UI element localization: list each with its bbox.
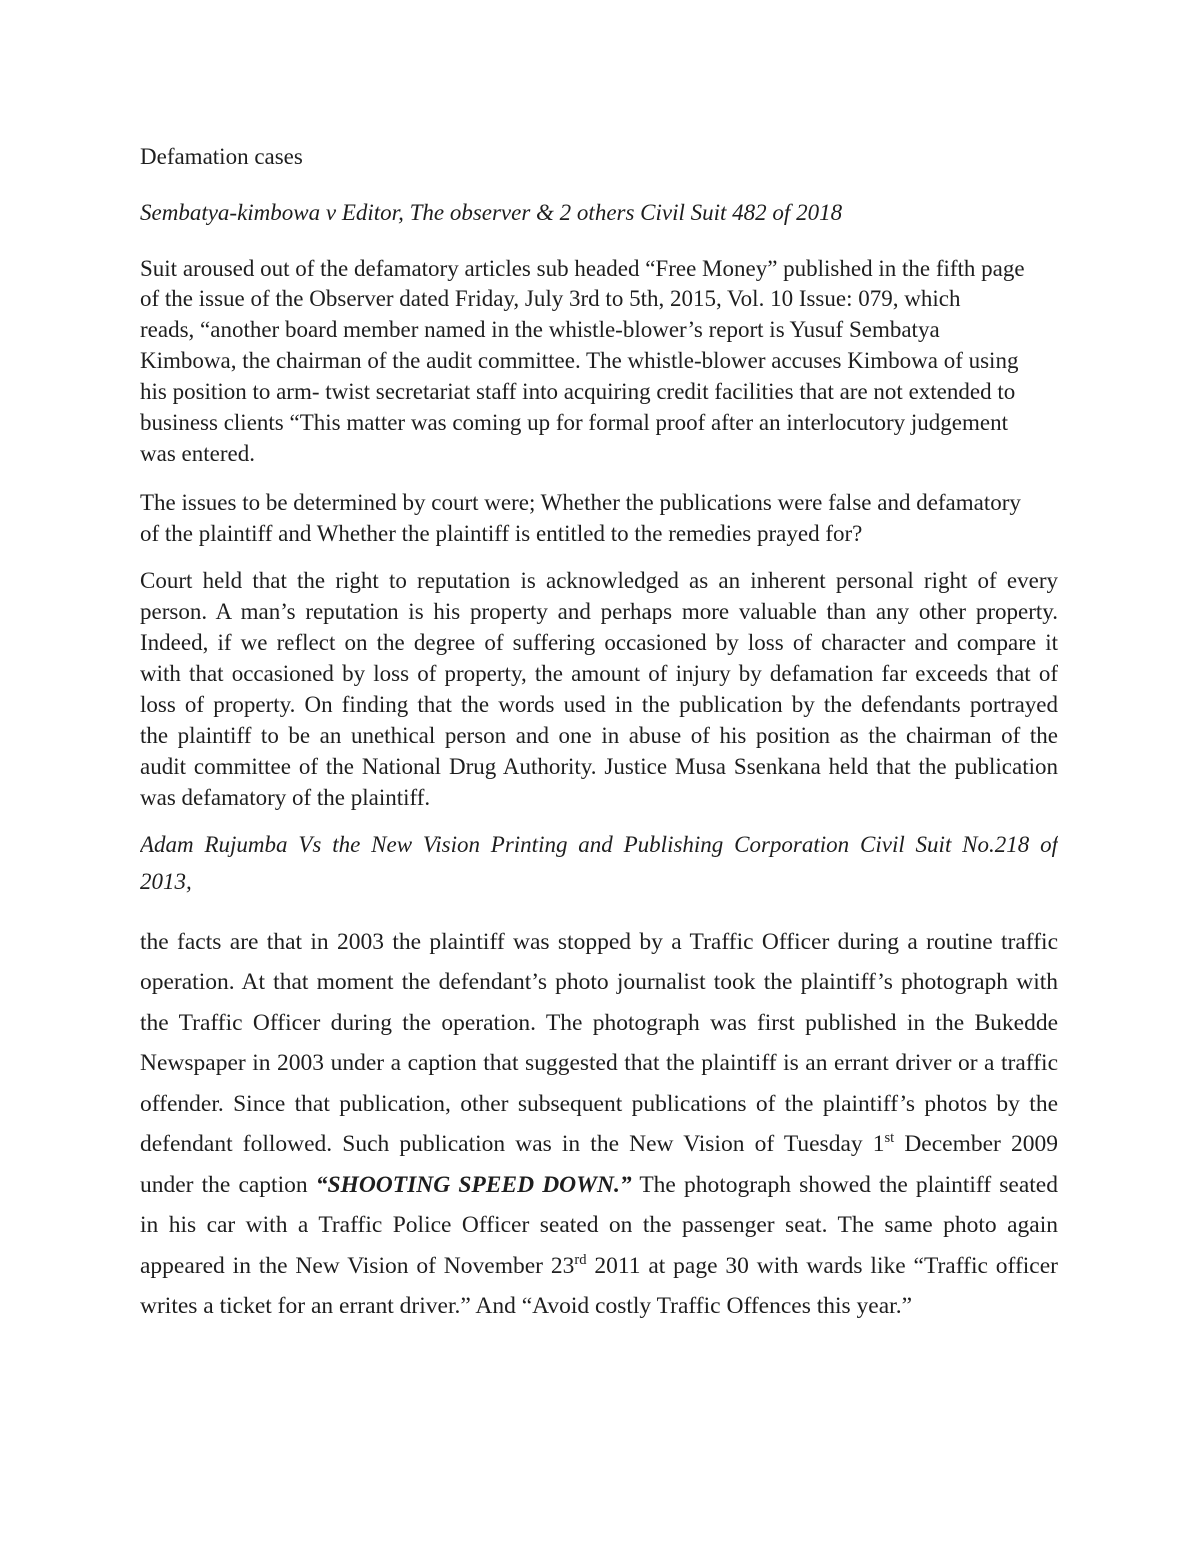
paragraph-line: loss of property. On finding that the words used in the publication by the defendants portrayed [140, 691, 1058, 717]
paragraph-line: The issues to be determined by court were; Whether the publications were false and defamatory [140, 489, 1021, 515]
line-text: December 2009 [894, 1131, 1058, 1158]
paragraph-line: Indeed, if we reflect on the degree of suffering occasioned by loss of character and compare it [140, 629, 1058, 655]
paragraph-line: writes a ticket for an errant driver.” And “Avoid costly Traffic Offences this year.” [140, 1293, 913, 1320]
paragraph-line: was entered. [140, 440, 255, 466]
paragraph-line: person. A man’s reputation is his property and perhaps more valuable than any other property. [140, 598, 1058, 624]
ordinal-suffix: st [884, 1130, 895, 1147]
paragraph-line: the facts are that in 2003 the plaintiff was stopped by a Traffic Officer during a routine traffic [140, 928, 1058, 955]
paragraph-line: Newspaper in 2003 under a caption that suggested that the plaintiff is an errant driver or a traffic [140, 1050, 1058, 1077]
case-citation-line: 2013, [140, 869, 192, 895]
case-citation-line: Adam Rujumba Vs the New Vision Printing and Publishing Corporation Civil Suit No.218 of [140, 832, 1058, 858]
paragraph-line [140, 1124, 1058, 1165]
paragraph-line: his position to arm- twist secretariat staff into acquiring credit facilities that are not extended to [140, 378, 1016, 404]
paragraph-line [140, 1246, 1058, 1287]
paragraph-line: Court held that the right to reputation is acknowledged as an inherent personal right of every [140, 567, 1058, 593]
line-text: under the caption [140, 1171, 316, 1198]
case-1-facts-paragraph [140, 254, 1058, 470]
paragraph-line: the Traffic Officer during the operation. The photograph was first published in the Bukedde [140, 1009, 1058, 1036]
paragraph-line: the plaintiff to be an unethical person and one in abuse of his position as the chairman of the [140, 722, 1058, 748]
paragraph-line: of the issue of the Observer dated Friday, July 3rd to 5th, 2015, Vol. 10 Issue: 079, which [140, 286, 961, 312]
paragraph-line: with that occasioned by loss of property, the amount of injury by defamation far exceeds that of [140, 660, 1058, 686]
line-text: 2011 at page 30 with wards like “Traffic officer [586, 1252, 1058, 1279]
paragraph-line: Kimbowa, the chairman of the audit committee. The whistle-blower accuses Kimbowa of using [140, 348, 1019, 374]
paragraph-line: audit committee of the National Drug Authority. Justice Musa Ssenkana held that the publication [140, 753, 1058, 779]
paragraph-line: was defamatory of the plaintiff. [140, 784, 431, 810]
line-text: defendant followed. Such publication was in the New Vision of Tuesday 1 [140, 1131, 885, 1158]
case-citation-line: Sembatya-kimbowa v Editor, The observer & 2 others Civil Suit 482 of 2018 [140, 200, 843, 226]
paragraph-line: business clients “This matter was coming up for formal proof after an interlocutory judgement [140, 409, 1009, 435]
paragraph-line: in his car with a Traffic Police Officer seated on the passenger seat. The same photo again [140, 1212, 1058, 1239]
caption-emphasis: “SHOOTING SPEED DOWN.” [315, 1171, 632, 1198]
case-2-citation [140, 826, 1058, 900]
line-text: The photograph showed the plaintiff seated [631, 1171, 1058, 1198]
case-1-citation [140, 197, 1058, 228]
case-1-holding-paragraph [140, 565, 1058, 813]
case-1-issues-paragraph [140, 487, 1058, 549]
document-title-block [140, 141, 1058, 172]
paragraph-line [140, 1165, 1058, 1206]
document-title: Defamation cases [140, 144, 303, 170]
case-2-facts-paragraph [140, 922, 1058, 1327]
paragraph-line: reads, “another board member named in the whistle-blower’s report is Yusuf Sembatya [140, 317, 940, 343]
ordinal-suffix: rd [574, 1251, 587, 1268]
line-text: appeared in the New Vision of November 23 [140, 1252, 575, 1279]
paragraph-line: of the plaintiff and Whether the plaintiff is entitled to the remedies prayed for? [140, 520, 863, 546]
paragraph-line: offender. Since that publication, other subsequent publications of the plaintiff’s photos by the [140, 1090, 1058, 1117]
paragraph-line: Suit aroused out of the defamatory articles sub headed “Free Money” published in the fifth page [140, 255, 1025, 281]
paragraph-line: operation. At that moment the defendant’s photo journalist took the plaintiff’s photograph with [140, 969, 1058, 996]
